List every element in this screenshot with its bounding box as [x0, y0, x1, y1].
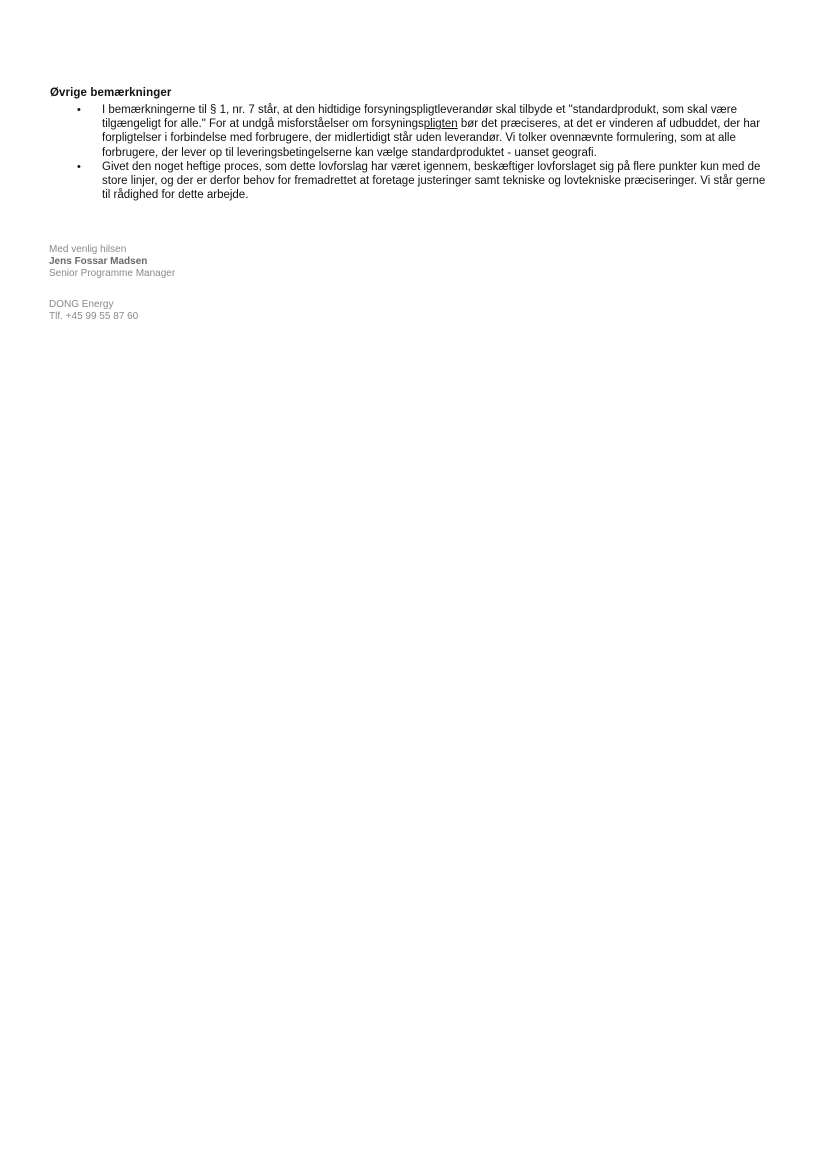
remark-2-text: Givet den noget heftige proces, som dette lovforslag har været igennem, beskæftiger lovforslaget sig på flere punkter kun med de store linjer, og der er derfor behov for fremadrettet at foretage justeringer samt tekniske og lovtekniske præciseringer. Vi står gerne til rådighed for dette arbejde.: [102, 160, 766, 202]
remarks-list: [50, 103, 775, 202]
signature-greeting: Med venlig hilsen: [49, 244, 127, 255]
remark-1-underlined-word: pligten: [423, 118, 458, 131]
signature-block: [49, 244, 175, 280]
signature-name: Jens Fossar Madsen: [49, 256, 148, 267]
company-block: [49, 299, 138, 323]
signature-title: Senior Programme Manager: [49, 268, 176, 279]
bullet-icon: •: [77, 160, 81, 173]
company-name: DONG Energy: [49, 299, 114, 310]
company-phone: Tlf. +45 99 55 87 60: [49, 311, 139, 322]
remark-item-1: [50, 103, 775, 160]
remark-item-2: [50, 160, 775, 203]
remark-1-text-end: bør det præciseres, at det er vinderen af udbuddet, der har forpligtelser i forbindelse med forbrugere, der midlertidigt står uden leverandør. Vi tolker ovennævnte formulering, som at alle forbrugere, der lever op til leveringsbetingelserne kan vælge standardproduktet - uanset geografi.: [102, 118, 761, 159]
section-heading: Øvrige bemærkninger: [50, 87, 172, 99]
bullet-icon: •: [77, 104, 81, 116]
remark-1-text-start: I bemærkningerne til § 1, nr. 7 står, at den hidtidige forsyningspligtleverandør skal tilbyde et "standardprodukt, som skal være tilgængeligt for alle." For at undgå misforståelser om forsynings: [102, 104, 737, 131]
